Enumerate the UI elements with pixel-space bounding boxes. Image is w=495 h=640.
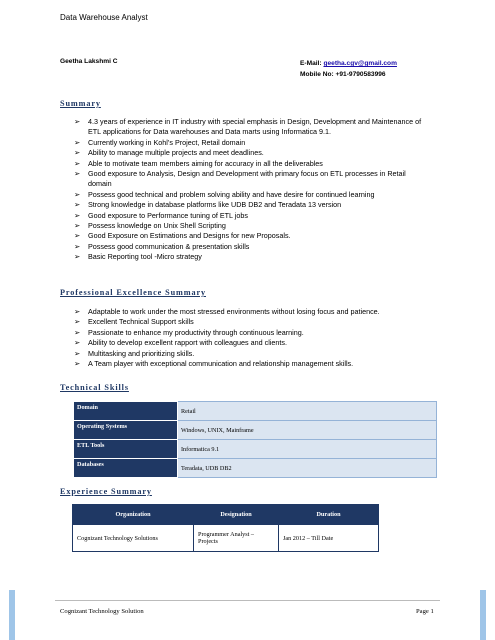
skill-value: Retail [178, 402, 437, 421]
experience-heading: Experience Summary [60, 487, 152, 496]
footer-divider [55, 600, 440, 601]
email-label: E-Mail: [300, 60, 324, 67]
list-item: ➢ Currently working in Kohl’s Project, Retail domain [74, 138, 429, 148]
list-item: ➢ Ability to manage multiple projects and meet deadlines. [74, 148, 429, 158]
left-side-bar [9, 590, 15, 640]
experience-header-row [73, 505, 379, 525]
cell-designation: Programmer Analyst – Projects [194, 525, 279, 552]
footer-company: Cognizant Technology Solution [60, 608, 144, 615]
table-row [74, 459, 437, 478]
table-row [74, 440, 437, 459]
list-item: ➢ Good exposure to Analysis, Design and Development with primary focus on ETL processes in Retail domain [74, 169, 429, 190]
list-item: ➢ Able to motivate team members aiming for accuracy in all the deliverables [74, 159, 429, 169]
list-item: ➢ Excellent Technical Support skills [74, 317, 429, 327]
list-item: ➢ Possess good communication & presentation skills [74, 242, 429, 252]
header-designation: Designation [194, 505, 279, 525]
list-item: ➢ Passionate to enhance my productivity through continuous learning. [74, 328, 429, 338]
excellence-heading: Professional Excellence Summary [60, 288, 206, 297]
list-item: ➢ Possess knowledge on Unix Shell Scripting [74, 221, 429, 231]
list-item: ➢ Possess good technical and problem solving ability and have desire for continued learning [74, 190, 429, 200]
contact-block [300, 58, 397, 80]
summary-heading: Summary [60, 99, 101, 108]
skill-key: Databases [74, 459, 178, 478]
skill-value: Windows, UNIX, Mainframe [178, 421, 437, 440]
footer-page-number: Page 1 [416, 608, 434, 615]
header-organization: Organization [73, 505, 194, 525]
technical-skills-table [73, 401, 437, 478]
mobile-line: Mobile No: +91-9790583996 [300, 71, 386, 78]
cell-duration: Jan 2012 – Till Date [279, 525, 379, 552]
experience-table [72, 504, 379, 552]
candidate-name: Geetha Lakshmi C [60, 58, 118, 65]
list-item: ➢ Strong knowledge in database platforms like UDB DB2 and Teradata 13 version [74, 200, 429, 210]
document-header-title: Data Warehouse Analyst [60, 13, 148, 22]
email-link[interactable]: geetha.cgv@gmail.com [323, 60, 397, 67]
skill-key: Domain [74, 402, 178, 421]
header-duration: Duration [279, 505, 379, 525]
excellence-list [74, 307, 429, 369]
list-item: ➢ Good exposure to Performance tuning of ETL jobs [74, 211, 429, 221]
summary-list [74, 117, 429, 263]
list-item: ➢ A Team player with exceptional communication and relationship management skills. [74, 359, 429, 369]
right-side-bar [480, 590, 486, 640]
list-item: ➢ Multitasking and prioritizing skills. [74, 349, 429, 359]
list-item: ➢ Adaptable to work under the most stressed environments without losing focus and patience. [74, 307, 429, 317]
skill-key: Operating Systems [74, 421, 178, 440]
cell-organization: Cognizant Technology Solutions [73, 525, 194, 552]
table-row [74, 402, 437, 421]
table-row [74, 421, 437, 440]
list-item: ➢ 4.3 years of experience in IT industry with special emphasis in Design, Development and Maintenance of ETL applications for Data warehouses and Data marts using Informatica 9.1. [74, 117, 429, 138]
list-item: ➢ Good Exposure on Estimations and Designs for new Proposals. [74, 231, 429, 241]
list-item: ➢ Ability to develop excellent rapport with colleagues and clients. [74, 338, 429, 348]
skill-key: ETL Tools [74, 440, 178, 459]
technical-skills-heading: Technical Skills [60, 383, 129, 392]
table-row [73, 525, 379, 552]
skill-value: Teradata, UDB DB2 [178, 459, 437, 478]
skill-value: Informatica 9.1 [178, 440, 437, 459]
list-item: ➢ Basic Reporting tool -Micro strategy [74, 252, 429, 262]
email-line [300, 58, 397, 69]
